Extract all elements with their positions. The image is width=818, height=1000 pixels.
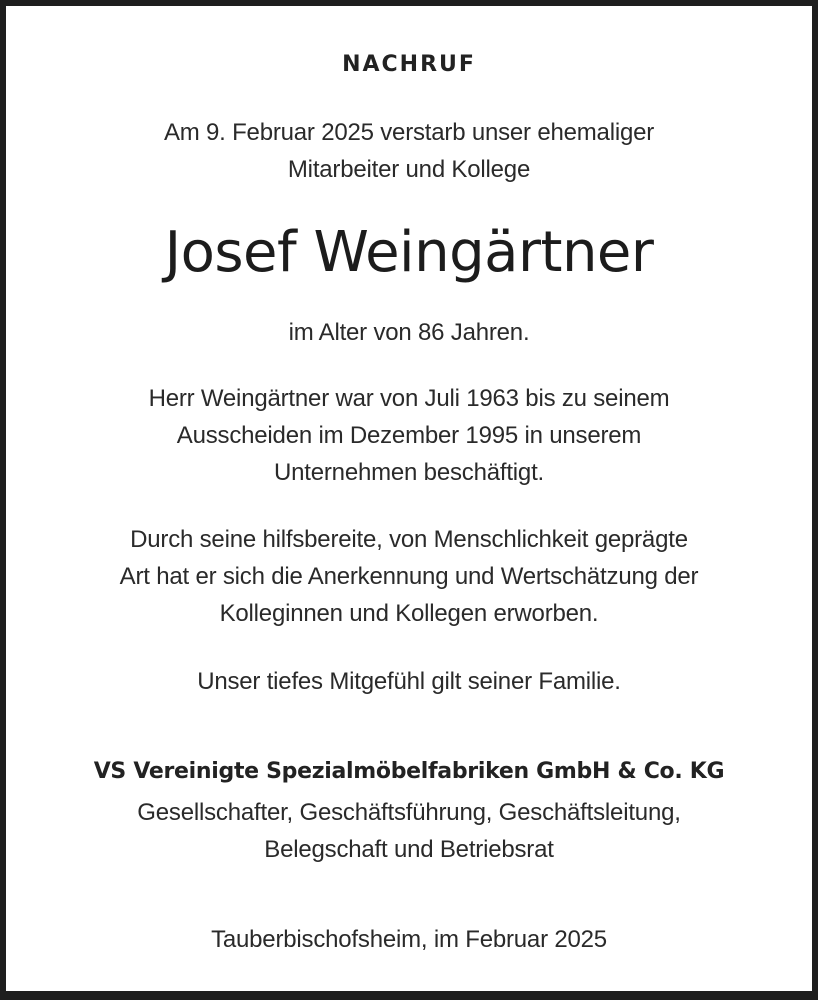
deceased-name: Josef Weingärtner	[164, 220, 654, 285]
age-line: im Alter von 86 Jahren.	[288, 319, 530, 346]
tribute-line-2: Art hat er sich die Anerkennung und Wertschätzung der	[119, 563, 699, 590]
employment-line-2: Ausscheiden im Dezember 1995 in unserem	[176, 422, 642, 449]
signatories-line-1: Gesellschafter, Geschäftsführung, Geschäftsleitung,	[137, 799, 681, 826]
obituary-notice	[6, 6, 812, 991]
employment-line-3: Unternehmen beschäftigt.	[273, 459, 545, 486]
tribute-line-3: Kolleginnen und Kollegen erworben.	[219, 600, 599, 627]
signatories-line-2: Belegschaft und Betriebsrat	[264, 836, 554, 863]
condolence-line: Unser tiefes Mitgefühl gilt seiner Familie.	[197, 668, 621, 695]
heading: NACHRUF	[342, 52, 476, 77]
tribute-line-1: Durch seine hilfsbereite, von Menschlichkeit geprägte	[130, 526, 688, 553]
intro-line-1: Am 9. Februar 2025 verstarb unser ehemaliger	[163, 119, 655, 146]
employment-line-1: Herr Weingärtner war von Juli 1963 bis zu seinem	[148, 385, 670, 412]
intro-line-2: Mitarbeiter und Kollege	[287, 156, 531, 183]
place-date: Tauberbischofsheim, im Februar 2025	[211, 926, 607, 953]
company-name: VS Vereinigte Spezialmöbelfabriken GmbH & Co. KG	[93, 759, 725, 784]
